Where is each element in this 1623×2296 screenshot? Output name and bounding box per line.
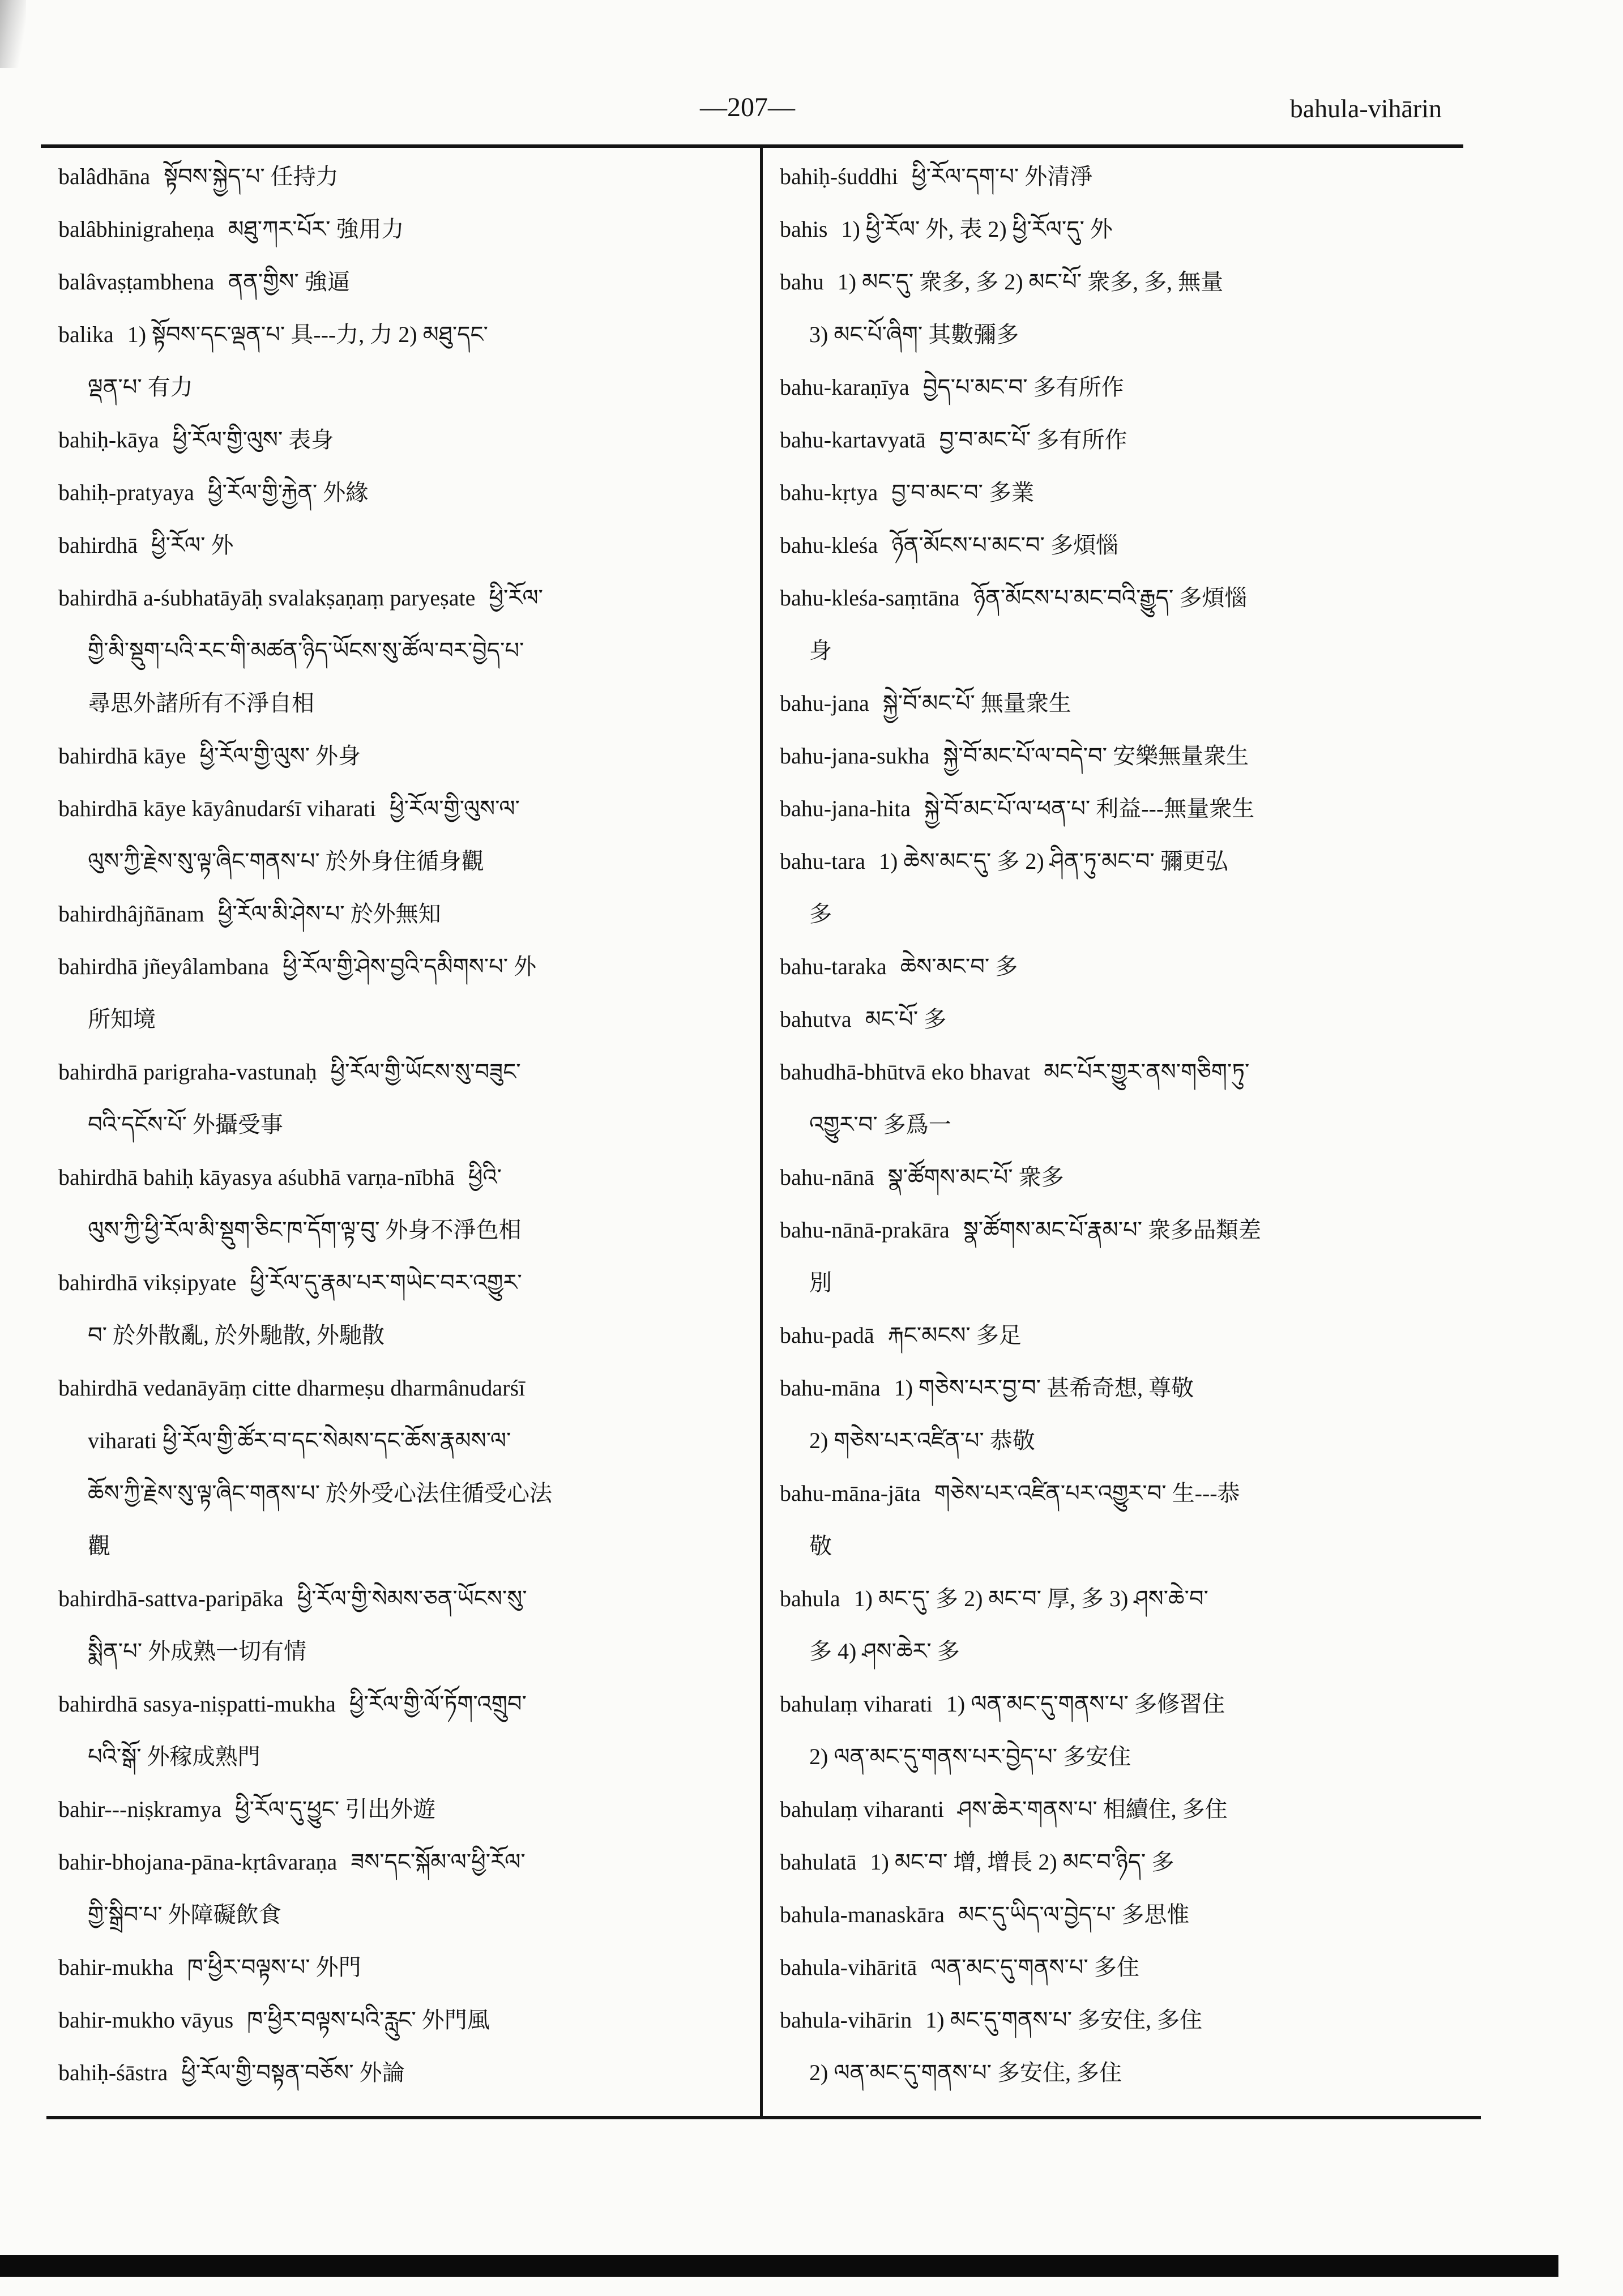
- dictionary-entry: [58, 1994, 750, 2046]
- headword: bahula: [780, 1586, 840, 1611]
- entry-definition: སྐྱེ་བོ་མང་པོ་ལ་ཕན་པ་ 利益---無量衆生: [924, 796, 1255, 821]
- entry-first-line: [58, 1941, 750, 1994]
- entry-first-line: [58, 571, 750, 624]
- entry-definition: ཕྱི་རོལ་གྱི་རྐྱེན་ 外緣: [207, 480, 369, 505]
- headword: bahula-vihārin: [780, 2007, 912, 2033]
- dictionary-entry: [780, 1572, 1462, 1678]
- entry-definition: ཁ་ཕྱིར་བལྟས་པ་ 外門: [187, 1954, 361, 1980]
- dictionary-entry: [780, 940, 1462, 993]
- entry-first-line: [58, 940, 750, 993]
- dictionary-entry: [58, 150, 750, 203]
- entry-first-line: [58, 1836, 750, 1888]
- entry-definition: 多 4) ཤས་ཆེར་ 多: [809, 1638, 960, 1664]
- entry-definition: ཕྱི་རོལ་དུ་ཕྱུང་ 引出外遊: [234, 1796, 436, 1822]
- entry-definition: 2) གཅེས་པར་འཛིན་པ་ 恭敬: [809, 1428, 1035, 1453]
- entry-definition: ཉོན་མོངས་པ་མང་བ་ 多煩惱: [891, 532, 1118, 558]
- dictionary-entry: [780, 1836, 1462, 1888]
- headword: bahu-nānā-prakāra: [780, 1217, 950, 1243]
- entry-first-line: [780, 1994, 1462, 2046]
- entry-first-line: [58, 519, 750, 571]
- entry-definition: ཁ་ཕྱིར་བལྟས་པའི་རླུང་ 外門風: [247, 2007, 490, 2033]
- dictionary-entry: [58, 887, 750, 940]
- dictionary-entry: [58, 1678, 750, 1783]
- entry-first-line: [58, 203, 750, 255]
- entry-first-line: [58, 150, 750, 203]
- dictionary-entry: [780, 729, 1462, 782]
- headword: bahutva: [780, 1006, 852, 1032]
- headword: bahirdhā a-śubhatāyāḥ svalakṣaṇaṃ paryeṣate: [58, 585, 476, 611]
- entry-definition: མཐུ་ཀར་པོར་ 強用力: [228, 216, 404, 242]
- entry-continuation-line: [58, 835, 750, 887]
- headword: bahu-kleśa: [780, 532, 878, 558]
- entry-continuation-line: [58, 1309, 750, 1362]
- dictionary-entry: [58, 308, 750, 413]
- headword: bahu-tara: [780, 848, 866, 874]
- entry-first-line: [780, 1045, 1462, 1098]
- headword: bahir---niṣkramya: [58, 1796, 221, 1822]
- entry-first-line: [780, 1572, 1462, 1625]
- entry-definition: སྨིན་པ་ 外成熟一切有情: [88, 1638, 307, 1664]
- entry-continuation-line: [58, 361, 750, 413]
- headword: bahu-kleśa-saṃtāna: [780, 585, 960, 611]
- entry-first-line: [58, 1572, 750, 1625]
- entry-definition: ལུས་ཀྱི་རྗེས་སུ་ལྟ་ཞིང་གནས་པ་ 於外身住循身觀: [88, 848, 484, 874]
- entry-definition: མང་དུ་ཡིད་ལ་བྱེད་པ་ 多思惟: [958, 1902, 1190, 1927]
- dictionary-entry: [58, 571, 750, 729]
- entry-first-line: [780, 1836, 1462, 1888]
- dictionary-entry: [780, 361, 1462, 413]
- entry-definition: བ་ 於外散亂, 於外馳散, 外馳散: [88, 1322, 385, 1348]
- entry-first-line: [780, 150, 1462, 203]
- entry-continuation-line: [58, 1098, 750, 1151]
- dictionary-entry: [58, 413, 750, 466]
- entry-definition: སྟོབས་སྐྱེད་པ་ 任持力: [164, 164, 339, 189]
- entry-definition: སྐྱེ་བོ་མང་པོ་ 無量衆生: [882, 690, 1071, 716]
- entry-first-line: [58, 466, 750, 519]
- entry-first-line: [780, 1309, 1462, 1362]
- entry-definition: ཕྱི་རོལ་གྱི་ལོ་ཏོག་འགྲུབ་: [349, 1691, 527, 1717]
- entry-first-line: [780, 361, 1462, 413]
- entry-first-line: [780, 1678, 1462, 1730]
- entry-definition: 多: [809, 901, 832, 927]
- entry-definition: ཕྱིའི་: [468, 1164, 502, 1190]
- dictionary-entry: [58, 1836, 750, 1941]
- entry-continuation-line: [780, 308, 1462, 361]
- entry-first-line: [780, 940, 1462, 993]
- bottom-rule: [46, 2116, 1481, 2119]
- entry-continuation-line: [780, 887, 1462, 940]
- entry-definition: བྱ་བ་མང་བ་ 多業: [891, 480, 1034, 505]
- headword: bahu-karaṇīya: [780, 374, 909, 400]
- entry-definition: 觀: [88, 1533, 110, 1559]
- headword: bahu-kartavyatā: [780, 427, 926, 453]
- entry-continuation-line: [58, 677, 750, 729]
- entry-definition: ཕྱི་རོལ་མི་ཤེས་པ་ 於外無知: [217, 901, 441, 927]
- headword: bahis: [780, 216, 828, 242]
- entry-definition: 2) ལན་མང་དུ་གནས་པར་བྱེད་པ་ 多安住: [809, 1744, 1131, 1769]
- entry-first-line: [780, 1467, 1462, 1520]
- entry-first-line: [58, 1994, 750, 2046]
- dictionary-entry: [58, 1045, 750, 1151]
- dictionary-entry: [780, 1467, 1462, 1572]
- dictionary-entry: [780, 1888, 1462, 1941]
- entry-first-line: [58, 2046, 750, 2099]
- entry-first-line: [780, 677, 1462, 729]
- dictionary-entry: [58, 782, 750, 887]
- headword: bahiḥ-kāya: [58, 427, 159, 453]
- entry-first-line: [780, 466, 1462, 519]
- dictionary-entry: [780, 782, 1462, 835]
- entry-definition: ཆོས་ཀྱི་རྗེས་སུ་ལྟ་ཞིང་གནས་པ་ 於外受心法住循受心法: [88, 1480, 553, 1506]
- entry-definition: ལྡན་པ་ 有力: [88, 374, 193, 400]
- dictionary-entry: [780, 1678, 1462, 1783]
- entry-continuation-line: [58, 1414, 750, 1467]
- entry-definition: ཕྱི་རོལ་གྱི་ལུས་ལ་: [389, 796, 520, 821]
- entry-definition: 1) མང་བ་ 增, 增長 2) མང་བ་ཉིད་ 多: [870, 1849, 1174, 1875]
- entry-first-line: [780, 835, 1462, 887]
- entry-definition: 3) མང་པོ་ཞིག་ 其數彌多: [809, 322, 1019, 347]
- entry-definition: ཕྱི་རོལ་གྱི་སེམས་ཅན་ཡོངས་སུ་: [297, 1586, 527, 1611]
- entry-definition: སྣ་ཚོགས་མང་པོ་ 衆多: [887, 1164, 1064, 1190]
- dictionary-entry: [58, 519, 750, 571]
- entry-first-line: [58, 1678, 750, 1730]
- entry-definition: 1) ཆེས་མང་དུ་ 多 2) ཤིན་ཏུ་མང་བ་ 彌更弘: [879, 848, 1228, 874]
- headword: bahir-bhojana-pāna-kṛtâvaraṇa: [58, 1849, 338, 1875]
- entry-definition: 1) ཕྱི་རོལ་ 外, 表 2) ཕྱི་རོལ་དུ་ 外: [841, 216, 1113, 242]
- entry-definition: མང་པོར་གྱུར་ནས་གཅིག་ཏུ་: [1044, 1059, 1250, 1085]
- guide-word: bahula-vihārin: [1289, 94, 1442, 123]
- headword: bahudhā-bhūtvā eko bhavat: [780, 1059, 1031, 1085]
- headword: bahirdhā vedanāyāṃ citte dharmeṣu dharmânudarśī: [58, 1375, 526, 1401]
- column-divider: [760, 146, 763, 2116]
- entry-continuation-line: [780, 1625, 1462, 1678]
- headword: bahu: [780, 269, 824, 295]
- headword: bahir-mukha: [58, 1954, 174, 1980]
- headword: bahu-māna-jāta: [780, 1480, 921, 1506]
- entry-definition: 尋思外諸所有不淨自相: [88, 690, 314, 716]
- entry-definition: སྐྱེ་བོ་མང་པོ་ལ་བདེ་བ་ 安樂無量衆生: [943, 743, 1249, 769]
- entry-definition: ཆེས་མང་བ་ 多: [900, 954, 1018, 979]
- entry-definition: ཕྱི་རོལ་: [489, 585, 543, 611]
- page-number: —207—: [700, 92, 795, 122]
- entry-definition: གྱི་མི་སྡུག་པའི་རང་གི་མཚན་ཉིད་ཡོངས་སུ་ཚོལ་བར་བྱེད་པ་: [88, 638, 524, 663]
- headword: bahu-māna: [780, 1375, 881, 1401]
- entry-definition: ལུས་ཀྱི་ཕྱི་རོལ་མི་སྡུག་ཅིང་ཁ་དོག་ལྟ་བུ་ 外身不淨色相: [88, 1217, 522, 1243]
- dictionary-entry: [780, 1045, 1462, 1151]
- entry-definition: ཕྱི་རོལ་གྱི་བསྟན་བཅོས་ 外論: [181, 2060, 405, 2085]
- headword: bahirdhā vikṣipyate: [58, 1270, 237, 1295]
- dictionary-entry: [780, 466, 1462, 519]
- headword: bahiḥ-śāstra: [58, 2060, 168, 2085]
- dictionary-entry: [58, 1362, 750, 1572]
- entry-definition: 身: [809, 638, 832, 663]
- entry-definition: ཕྱི་རོལ་གྱི་ཡོངས་སུ་བཟུང་: [330, 1059, 521, 1085]
- entry-continuation-line: [780, 1098, 1462, 1151]
- entry-continuation-line: [780, 2046, 1462, 2099]
- dictionary-entry: [780, 1994, 1462, 2099]
- headword: bahula-vihāritā: [780, 1954, 917, 1980]
- dictionary-entry: [58, 1783, 750, 1836]
- entry-definition: 1) གཅེས་པར་བྱ་བ་ 甚希奇想, 尊敬: [894, 1375, 1194, 1401]
- entry-first-line: [58, 1256, 750, 1309]
- entry-first-line: [58, 1362, 750, 1414]
- entry-definition: 1) མང་དུ་ 衆多, 多 2) མང་པོ་ 衆多, 多, 無量: [837, 269, 1224, 295]
- entry-definition: ཤས་ཆེར་གནས་པ་ 相續住, 多住: [957, 1796, 1228, 1822]
- dictionary-entry: [780, 1941, 1462, 1994]
- entry-first-line: [58, 782, 750, 835]
- entry-first-line: [780, 255, 1462, 308]
- dictionary-entry: [780, 255, 1462, 361]
- headword: bahirdhā kāye: [58, 743, 186, 769]
- dictionary-entry: [780, 993, 1462, 1045]
- entry-continuation-line: [58, 993, 750, 1045]
- headword: bahu-padā: [780, 1322, 874, 1348]
- entry-definition: 1) ལན་མང་དུ་གནས་པ་ 多修習住: [946, 1691, 1225, 1717]
- entry-definition: ཕྱི་རོལ་དག་པ་ 外清淨: [911, 164, 1093, 189]
- entry-definition: 別: [809, 1270, 832, 1295]
- entry-definition: གཅེས་པར་འཛིན་པར་འགྱུར་བ་ 生---恭: [934, 1480, 1240, 1506]
- headword: bahiḥ-śuddhi: [780, 164, 898, 189]
- entry-first-line: [58, 1151, 750, 1204]
- entry-definition: པའི་སྒོ་ 外稼成熟門: [88, 1744, 260, 1769]
- dictionary-entry: [58, 1151, 750, 1256]
- entry-continuation-line: [780, 1730, 1462, 1783]
- dictionary-entry: [780, 1783, 1462, 1836]
- headword: bahu-nānā: [780, 1164, 874, 1190]
- entry-first-line: [780, 1151, 1462, 1204]
- dictionary-entry: [780, 203, 1462, 255]
- headword: bahir-mukho vāyus: [58, 2007, 234, 2033]
- dictionary-entry: [58, 466, 750, 519]
- entry-first-line: [780, 1888, 1462, 1941]
- dictionary-entry: [780, 150, 1462, 203]
- entry-definition: ཕྱི་རོལ་ 外: [151, 532, 234, 558]
- headword: bahu-jana: [780, 690, 869, 716]
- entry-definition: ཉོན་མོངས་པ་མང་བའི་རྒྱུད་ 多煩惱: [973, 585, 1248, 611]
- dictionary-entry: [780, 571, 1462, 677]
- headword: bahulaṃ viharanti: [780, 1796, 944, 1822]
- headword: bahirdhā parigraha-vastunaḥ: [58, 1059, 317, 1085]
- headword: balâdhāna: [58, 164, 151, 189]
- headword: bahu-kṛtya: [780, 480, 878, 505]
- entry-definition: 所知境: [88, 1006, 156, 1032]
- dictionary-entry: [780, 1204, 1462, 1309]
- entry-continuation-line: [58, 1204, 750, 1256]
- entry-definition: ཕྱི་རོལ་གྱི་ལུས་ 表身: [172, 427, 334, 453]
- entry-first-line: [780, 729, 1462, 782]
- entry-definition: བའི་དངོས་པོ་ 外攝受事: [88, 1112, 283, 1137]
- headword: bahu-jana-sukha: [780, 743, 930, 769]
- entry-definition: བྱ་བ་མང་པོ་ 多有所作: [939, 427, 1127, 453]
- entry-definition: འགྱུར་བ་ 多爲一: [809, 1112, 951, 1137]
- entry-definition: རྐང་མངས་ 多足: [887, 1322, 1022, 1348]
- headword: bahula-manaskāra: [780, 1902, 945, 1927]
- headword: bahirdhā: [58, 532, 138, 558]
- entry-continuation-line: [58, 1730, 750, 1783]
- entry-first-line: [58, 1045, 750, 1098]
- headword: bahirdhā-sattva-paripāka: [58, 1586, 284, 1611]
- left-column: [58, 150, 750, 2099]
- scan-artifact: [0, 0, 26, 68]
- entry-continuation-line: [58, 1625, 750, 1678]
- entry-definition: ཕྱི་རོལ་གྱི་ལུས་ 外身: [199, 743, 361, 769]
- entry-definition: 敬: [809, 1533, 832, 1559]
- entry-definition: 1) མང་དུ་གནས་པ་ 多安住, 多住: [925, 2007, 1202, 2033]
- dictionary-entry: [780, 835, 1462, 940]
- headword: bahirdhā bahiḥ kāyasya aśubhā varṇa-nībhā: [58, 1164, 455, 1190]
- headword: bahu-jana-hita: [780, 796, 911, 821]
- headword: balâbhinigraheṇa: [58, 216, 215, 242]
- entry-first-line: [780, 1204, 1462, 1256]
- entry-definition: viharati ཕྱི་རོལ་གྱི་ཚོར་བ་དང་སེམས་དང་ཆོས་རྣམས་ལ་: [88, 1428, 511, 1453]
- dictionary-entry: [780, 1309, 1462, 1362]
- headword: balâvaṣṭambhena: [58, 269, 215, 295]
- entry-definition: 1) སྟོབས་དང་ལྡན་པ་ 具---力, 力 2) མཐུ་དང་: [127, 322, 488, 347]
- dictionary-entry: [58, 729, 750, 782]
- entry-definition: ལན་མང་དུ་གནས་པ་ 多住: [930, 1954, 1139, 1980]
- entry-first-line: [58, 729, 750, 782]
- entry-definition: ཕྱི་རོལ་གྱི་ཤེས་བྱའི་དམིགས་པ་ 外: [283, 954, 537, 979]
- headword: bahirdhā kāye kāyânudarśī viharati: [58, 796, 376, 821]
- entry-first-line: [780, 1783, 1462, 1836]
- entry-continuation-line: [58, 624, 750, 677]
- dictionary-entry: [58, 940, 750, 1045]
- entry-continuation-line: [58, 1467, 750, 1520]
- dictionary-entry: [58, 1256, 750, 1362]
- entry-definition: སྣ་ཚོགས་མང་པོ་རྣམ་པ་ 衆多品類差: [963, 1217, 1262, 1243]
- top-rule: [41, 144, 1463, 148]
- right-column: [780, 150, 1462, 2099]
- entry-definition: ཕྱི་རོལ་དུ་རྣམ་པར་གཡེང་བར་འགྱུར་: [250, 1270, 522, 1295]
- dictionary-entry: [780, 413, 1462, 466]
- entry-first-line: [58, 887, 750, 940]
- entry-definition: མང་པོ་ 多: [865, 1006, 947, 1032]
- headword: bahirdhâjñānam: [58, 901, 204, 927]
- headword: bahiḥ-pratyaya: [58, 480, 194, 505]
- entry-continuation-line: [780, 1414, 1462, 1467]
- entry-definition: གྱི་སྒྲིབ་པ་ 外障礙飲食: [88, 1902, 281, 1927]
- headword: balika: [58, 322, 114, 347]
- dictionary-entry: [58, 255, 750, 308]
- entry-first-line: [780, 1362, 1462, 1414]
- dictionary-entry: [780, 519, 1462, 571]
- entry-definition: 2) ལན་མང་དུ་གནས་པ་ 多安住, 多住: [809, 2060, 1122, 2085]
- entry-definition: ནན་གྱིས་ 強逼: [228, 269, 350, 295]
- entry-definition: བྱེད་པ་མང་བ་ 多有所作: [922, 374, 1124, 400]
- headword: bahu-taraka: [780, 954, 887, 979]
- dictionary-entry: [58, 203, 750, 255]
- entry-continuation-line: [780, 1520, 1462, 1572]
- headword: bahirdhā jñeyâlambana: [58, 954, 270, 979]
- entry-first-line: [780, 519, 1462, 571]
- headword: bahirdhā sasya-niṣpatti-mukha: [58, 1691, 336, 1717]
- dictionary-entry: [58, 1941, 750, 1994]
- entry-first-line: [780, 413, 1462, 466]
- headword: bahulaṃ viharati: [780, 1691, 933, 1717]
- dictionary-entry: [780, 1362, 1462, 1467]
- entry-first-line: [780, 993, 1462, 1045]
- entry-definition: 1) མང་དུ་ 多 2) མང་བ་ 厚, 多 3) ཤས་ཆེ་བ་: [853, 1586, 1208, 1611]
- entry-continuation-line: [780, 624, 1462, 677]
- entry-first-line: [58, 308, 750, 361]
- headword: bahulatā: [780, 1849, 857, 1875]
- entry-continuation-line: [780, 1256, 1462, 1309]
- entry-first-line: [780, 1941, 1462, 1994]
- entry-first-line: [780, 571, 1462, 624]
- entry-first-line: [58, 255, 750, 308]
- dictionary-entry: [780, 677, 1462, 729]
- dictionary-entry: [780, 1151, 1462, 1204]
- entry-definition: ཟས་དང་སྐོམ་ལ་ཕྱི་རོལ་: [351, 1849, 526, 1875]
- entry-first-line: [780, 782, 1462, 835]
- entry-first-line: [58, 1783, 750, 1836]
- dictionary-entry: [58, 1572, 750, 1678]
- entry-first-line: [58, 413, 750, 466]
- scan-bottom-bar: [0, 2255, 1558, 2277]
- entry-continuation-line: [58, 1520, 750, 1572]
- entry-continuation-line: [58, 1888, 750, 1941]
- entry-first-line: [780, 203, 1462, 255]
- dictionary-entry: [58, 2046, 750, 2099]
